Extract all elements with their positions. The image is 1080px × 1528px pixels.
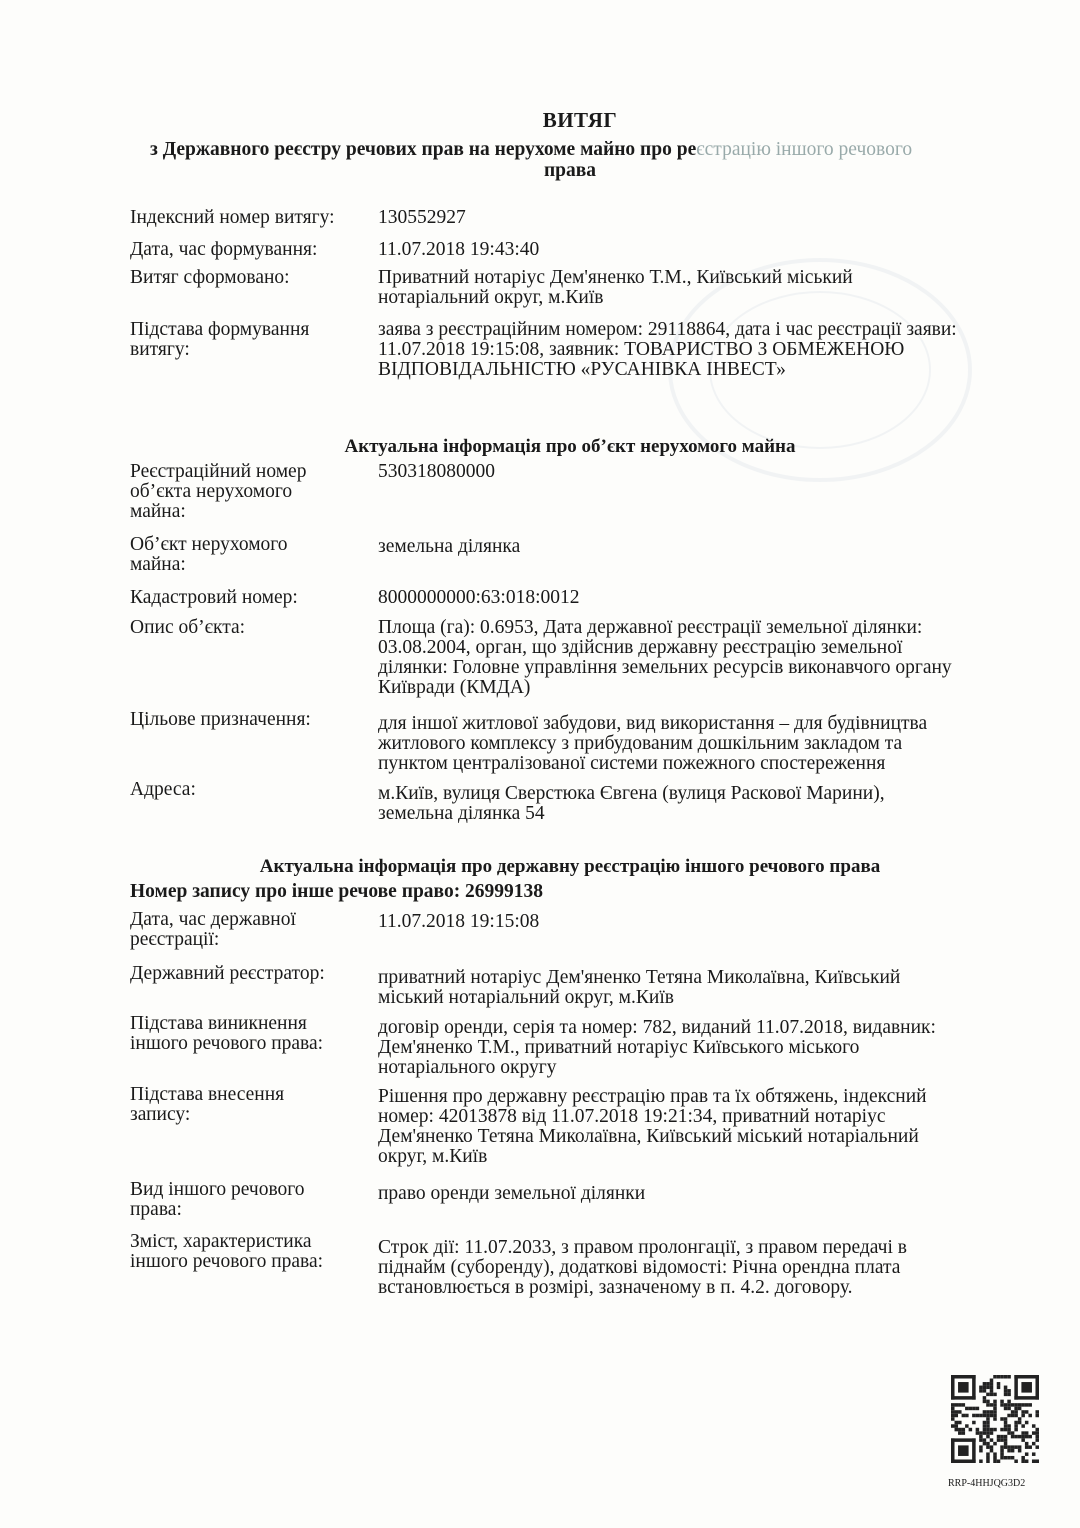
object-type-value: земельна ділянка [378,536,521,557]
regdate-label [130,910,378,950]
extract-formed-row [130,268,1010,308]
registrar-row [130,964,1010,1008]
extract-index-label: Індексний номер витягу: [130,207,335,228]
object-type-label-line: майна: [130,554,186,575]
object-desc-line: Площа (га): 0.6953, Дата державної реєстрації земельної ділянки: [378,617,923,638]
cadastral-row [130,588,1010,608]
address-value [378,780,1010,824]
extract-date-label: Дата, час формування: [130,239,318,260]
extract-formed-label: Витяг сформовано: [130,267,290,288]
object-reg-label-line: об’єкта нерухомого [130,481,293,502]
extract-basis-line: 11.07.2018 19:15:08, заявник: ТОВАРИСТВО З ОБМЕЖЕНОЮ [378,339,905,360]
extract-basis-label [130,320,378,380]
object-desc-line: ділянки: Головне управління земельних ресурсів виконавчого органу [378,657,952,678]
origin-row [130,1014,1010,1078]
object-desc-label: Опис об’єкта: [130,617,246,638]
extract-basis-row [130,320,1010,380]
right-content-label-line: Зміст, характеристика [130,1231,312,1252]
object-desc-value [378,618,1010,698]
document-subtitle-line2: права [543,160,597,181]
right-kind-label-line: Вид іншого речового [130,1179,305,1200]
cadastral-value: 8000000000:63:018:0012 [378,587,580,608]
object-type-row [130,535,1010,575]
right-kind-row [130,1180,1010,1220]
entry-basis-row [130,1085,1010,1167]
registrar-label: Державний реєстратор: [130,963,325,984]
qr-caption: RRP-4HHJQG3D2 [948,1478,1026,1489]
object-desc-row [130,618,1010,698]
object-type-label-line: Об’єкт нерухомого [130,534,288,555]
extract-formed-line: Приватний нотаріус Дем'яненко Т.М., Київський міський [378,267,853,288]
extract-basis-label-line: Підстава формування [130,319,310,340]
document-title: ВИТЯГ [542,108,618,132]
right-kind-value: право оренди земельної ділянки [378,1183,646,1204]
extract-formed-line: нотаріальний округ, м.Київ [378,287,604,308]
right-kind-label [130,1180,378,1220]
extract-basis-line: ВІДПОВІДАЛЬНІСТЮ «РУСАНІВКА ІНВЕСТ» [378,359,786,380]
subtitle-faded: єстрацію іншого речового [696,139,913,160]
object-reg-row [130,462,1010,522]
object-desc-line: 03.08.2004, орган, що здійснив державну реєстрацію земельної [378,637,903,658]
right-kind-label-line: права: [130,1199,182,1220]
cadastral-label: Кадастровий номер: [130,587,298,608]
entry-basis-label-line: запису: [130,1104,191,1125]
entry-basis-line: Рішення про державну реєстрацію прав та їх обтяжень, індексний [378,1086,927,1107]
qr-code-icon [951,1375,1039,1463]
extract-index-value: 130552927 [378,207,466,228]
purpose-row [130,710,1010,774]
purpose-label: Цільове призначення: [130,709,311,730]
entry-basis-value [378,1085,1010,1167]
extract-index-row [130,208,1010,228]
purpose-line: для іншої житлової забудови, вид використання – для будівництва [378,713,928,734]
entry-basis-line: Дем'яненко Тетяна Миколаївна, Київський міський нотаріальний [378,1126,919,1147]
right-content-label [130,1232,378,1298]
right-section-heading: Актуальна інформація про державну реєстрацію іншого речового права [259,856,881,877]
object-reg-label [130,462,378,522]
object-type-label [130,535,378,575]
registrar-value [378,964,1010,1008]
object-desc-line: Київради (КМДА) [378,677,531,698]
regdate-label-line: Дата, час державної [130,909,296,930]
object-reg-value: 530318080000 [378,461,495,482]
extract-formed-value [378,268,1010,308]
subtitle-main: з Державного реєстру речових прав на нерухоме майно про ре [150,139,697,160]
purpose-line: пунктом централізованої системи пожежного спостереження [378,753,886,774]
extract-date-row [130,240,1010,260]
origin-label-line: іншого речового права: [130,1033,324,1054]
entry-basis-line: номер: 42013878 від 11.07.2018 19:21:34, приватний нотаріус [378,1106,886,1127]
origin-label-line: Підстава виникнення [130,1013,307,1034]
extract-basis-line: заява з реєстраційним номером: 29118864, дата і час реєстрації заяви: [378,319,957,340]
origin-label [130,1014,378,1078]
origin-line: Дем'яненко Т.М., приватний нотаріус Київського міського [378,1037,860,1058]
address-row [130,780,1010,824]
regdate-value: 11.07.2018 19:15:08 [378,911,540,932]
regdate-label-line: реєстрації: [130,929,220,950]
purpose-line: житлового комплексу з прибудованим дошкільним закладом та [378,733,903,754]
object-reg-label-line: Реєстраційний номер [130,461,307,482]
object-reg-label-line: майна: [130,501,186,522]
record-number: Номер запису про інше речове право: 26999138 [130,881,544,902]
object-section-heading: Актуальна інформація про об’єкт нерухомого майна [344,436,796,457]
address-line: земельна ділянка 54 [378,803,545,824]
extract-basis-value [378,320,1010,380]
registrar-line: приватний нотаріус Дем'яненко Тетяна Миколаївна, Київський [378,967,901,988]
extract-date-value: 11.07.2018 19:43:40 [378,239,540,260]
registrar-line: міський нотаріальний округ, м.Київ [378,987,674,1008]
extract-basis-label-line: витягу: [130,339,190,360]
entry-basis-label-line: Підстава внесення [130,1084,285,1105]
address-label: Адреса: [130,779,196,800]
origin-value [378,1014,1010,1078]
document-subtitle [150,137,1010,162]
entry-basis-line: округ, м.Київ [378,1146,488,1167]
right-content-label-line: іншого речового права: [130,1251,324,1272]
address-line: м.Київ, вулиця Сверстюка Євгена (вулиця Раскової Марини), [378,783,885,804]
right-content-line: Строк дії: 11.07.2033, з правом пролонгації, з правом передачі в [378,1237,907,1258]
right-content-line: піднайм (суборенду), додаткові відомості: Річна орендна плата [378,1257,901,1278]
purpose-value [378,710,1010,774]
regdate-row [130,910,1010,950]
right-content-value [378,1232,1010,1298]
origin-line: договір оренди, серія та номер: 782, виданий 11.07.2018, видавник: [378,1017,936,1038]
entry-basis-label [130,1085,378,1167]
right-content-line: встановлюється в розмірі, зазначеному в п. 4.2. договору. [378,1277,853,1298]
right-content-row [130,1232,1010,1298]
origin-line: нотаріального округу [378,1057,557,1078]
